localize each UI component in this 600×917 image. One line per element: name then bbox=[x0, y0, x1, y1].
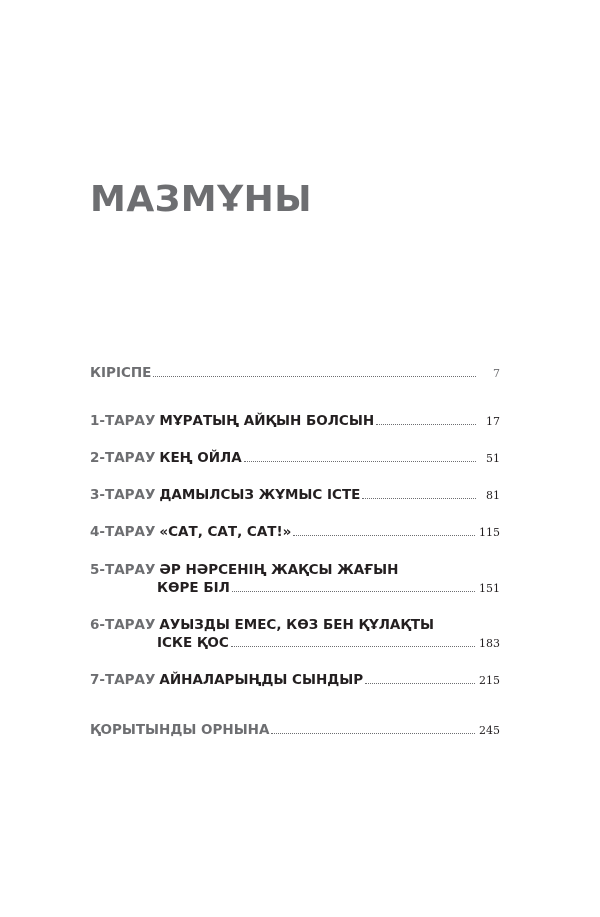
dot-leader bbox=[271, 732, 475, 734]
chapter-title-line-1: АУЫЗДЫ ЕМЕС, КӨЗ БЕН ҚҰЛАҚТЫ bbox=[159, 617, 435, 633]
chapter-label: 1-ТАРАУ bbox=[90, 413, 156, 429]
chapter-title: ДАМЫЛСЫЗ ЖҰМЫС ІСТЕ bbox=[159, 487, 361, 503]
chapter-title: МҰРАТЫҢ АЙҚЫН БОЛСЫН bbox=[159, 413, 375, 429]
chapter-title: «САТ, САТ, САТ!» bbox=[159, 524, 292, 540]
toc-entry-chapter-2[interactable] bbox=[90, 449, 500, 468]
toc-entry-chapter-1[interactable] bbox=[90, 412, 500, 431]
chapter-title-line-2: ІСКЕ ҚОС bbox=[157, 635, 229, 651]
page-title: МАЗМҰНЫ bbox=[90, 179, 313, 220]
dot-leader bbox=[365, 682, 475, 684]
toc-entry-chapter-3[interactable] bbox=[90, 486, 500, 505]
page-number: 51 bbox=[486, 452, 500, 465]
chapter-label: 6-ТАРАУ bbox=[90, 617, 156, 633]
chapter-label: 2-ТАРАУ bbox=[90, 450, 156, 466]
intro-label: КІРІСПЕ bbox=[90, 365, 152, 381]
chapter-title-line-1: ӘР НӘРСЕНІҢ ЖАҚСЫ ЖАҒЫН bbox=[159, 562, 399, 578]
toc-entry-intro[interactable] bbox=[90, 364, 500, 383]
chapter-title: АЙНАЛАРЫҢДЫ СЫНДЫР bbox=[159, 672, 364, 688]
toc-entry-chapter-5[interactable] bbox=[90, 561, 500, 598]
page-number: 17 bbox=[486, 415, 500, 428]
toc-entry-chapter-6[interactable] bbox=[90, 616, 500, 653]
chapter-label: 5-ТАРАУ bbox=[90, 562, 156, 578]
toc-entry-chapter-7[interactable] bbox=[90, 671, 500, 690]
dot-leader bbox=[153, 375, 476, 377]
toc-entry-conclusion[interactable] bbox=[90, 721, 500, 740]
dot-leader bbox=[231, 645, 475, 647]
chapter-title: КЕҢ ОЙЛА bbox=[159, 450, 242, 466]
chapter-label: 7-ТАРАУ bbox=[90, 672, 156, 688]
page-number: 115 bbox=[479, 526, 500, 539]
table-of-contents bbox=[90, 0, 510, 917]
toc-entry-chapter-4[interactable] bbox=[90, 523, 500, 542]
page-number: 7 bbox=[493, 367, 500, 380]
page-number: 151 bbox=[479, 582, 500, 595]
page-number: 245 bbox=[479, 724, 500, 737]
dot-leader bbox=[376, 423, 476, 425]
chapter-label: 3-ТАРАУ bbox=[90, 487, 156, 503]
page-number: 183 bbox=[479, 637, 500, 650]
dot-leader bbox=[244, 460, 476, 462]
conclusion-label: ҚОРЫТЫНДЫ ОРНЫНА bbox=[90, 722, 270, 738]
dot-leader bbox=[362, 497, 476, 499]
page-number: 81 bbox=[486, 489, 500, 502]
chapter-title-line-2: КӨРЕ БІЛ bbox=[157, 580, 230, 596]
page-number: 215 bbox=[479, 674, 500, 687]
chapter-label: 4-ТАРАУ bbox=[90, 524, 156, 540]
dot-leader bbox=[293, 534, 475, 536]
dot-leader bbox=[232, 590, 475, 592]
